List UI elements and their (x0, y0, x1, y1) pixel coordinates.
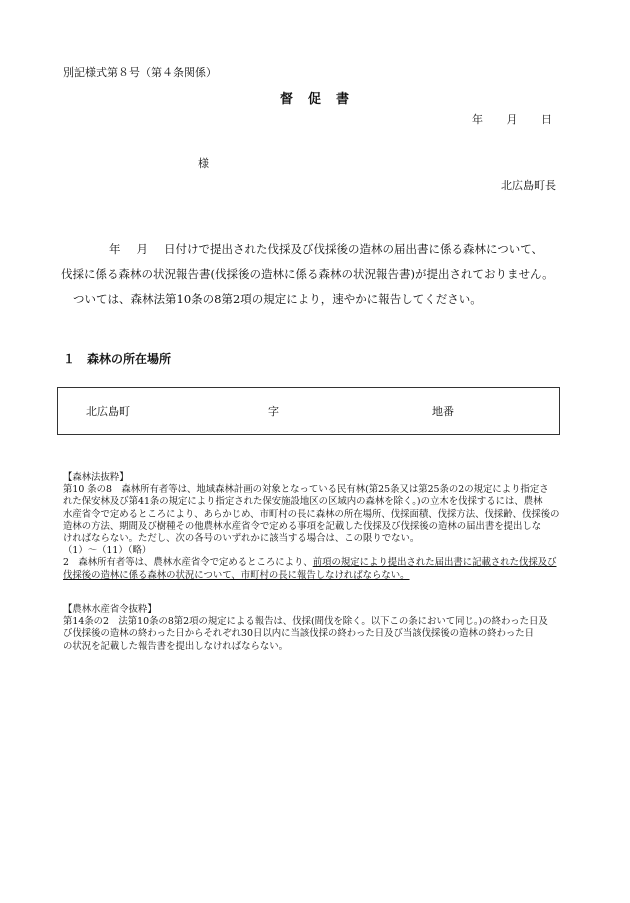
notice-line-2: 伐採に係る森林の状況報告書(伐採後の造林に係る森林の状況報告書)が提出されておりません。 (61, 267, 554, 281)
document-title: 督 促 書 (279, 92, 350, 107)
notice-body (61, 237, 581, 312)
issuer-name: 北広島町長 (501, 179, 556, 192)
forest-law-excerpt (63, 472, 568, 582)
forest-location-box (57, 387, 560, 435)
excerpt-line: （1）～（11）（略） (63, 545, 152, 557)
excerpt-line: の状況を記載した報告書を提出しなければならない。 (63, 640, 289, 652)
excerpt-line: ければならない。ただし、次の各号のいずれかに該当する場合は、この限りでない。 (63, 533, 420, 545)
form-number: 別記様式第８号（第４条関係） (63, 66, 217, 79)
excerpt-line: 第14条の2 法第10条の8第2項の規定による報告は、伐採(間伐を除く。以下この条において同じ。)の終わった日及 (63, 616, 548, 628)
notice-month: 月 (136, 242, 148, 256)
date-day: 日 (541, 113, 552, 126)
notice-line-3: ついては、森林法第10条の8第2項の規定により，速やかに報告してください。 (73, 292, 482, 306)
date-line (452, 111, 552, 127)
excerpt-line: 造林の方法、期間及び樹種その他農林水産省令で定める事項を記載した伐採及び伐採後の造林の届出書を提出しな (63, 520, 542, 532)
excerpt-line (63, 570, 568, 582)
excerpt-heading: 【森林法抜粋】 (63, 472, 129, 483)
excerpt-line: び伐採後の造林の終わった日からそれぞれ30日以内に当該伐採の終わった日及び当該伐採後の造林の終わった日 (63, 628, 535, 640)
notice-line-1 (61, 237, 581, 262)
section-1-heading: １ 森林の所在場所 (63, 352, 172, 366)
excerpt-line (63, 557, 568, 569)
notice-line-1-text: 日付けで提出された伐採及び伐採後の造林の届出書に係る森林について、 (164, 242, 544, 256)
recipient-honorific: 様 (198, 157, 209, 170)
location-chiban: 地番 (432, 405, 454, 418)
date-month: 月 (506, 113, 518, 126)
location-aza: 字 (268, 405, 279, 418)
notice-year: 年 (109, 242, 121, 256)
excerpt-text: 2 森林所有者等は、農林水産省令で定めるところにより、 (63, 557, 313, 569)
location-town: 北広島町 (86, 405, 130, 418)
date-year: 年 (472, 113, 483, 126)
excerpt-line: 第10 条の8 森林所有者等は、地域森林計画の対象となっている民有林(第25条又は第25条の2の規定により指定さ (63, 484, 549, 496)
excerpt-line: れた保安林及び第41条の規定により指定された保安施設地区の区域内の森林を除く。)の立木を伐採するには、農林 (63, 496, 543, 508)
excerpt-line: 水産省令で定めるところにより、あらかじめ、市町村の長に森林の所在場所、伐採面積、伐採方法、伐採齢、伐採後の (63, 508, 560, 520)
excerpt-heading: 【農林水産省令抜粋】 (63, 604, 157, 615)
underlined-text: 伐採後の造林に係る森林の状況について、市町村の長に報告しなければならない。 (63, 569, 410, 581)
underlined-text: 前項の規定により提出された届出書に記載された伐採及び (312, 557, 557, 569)
ministry-ordinance-excerpt (63, 604, 568, 653)
